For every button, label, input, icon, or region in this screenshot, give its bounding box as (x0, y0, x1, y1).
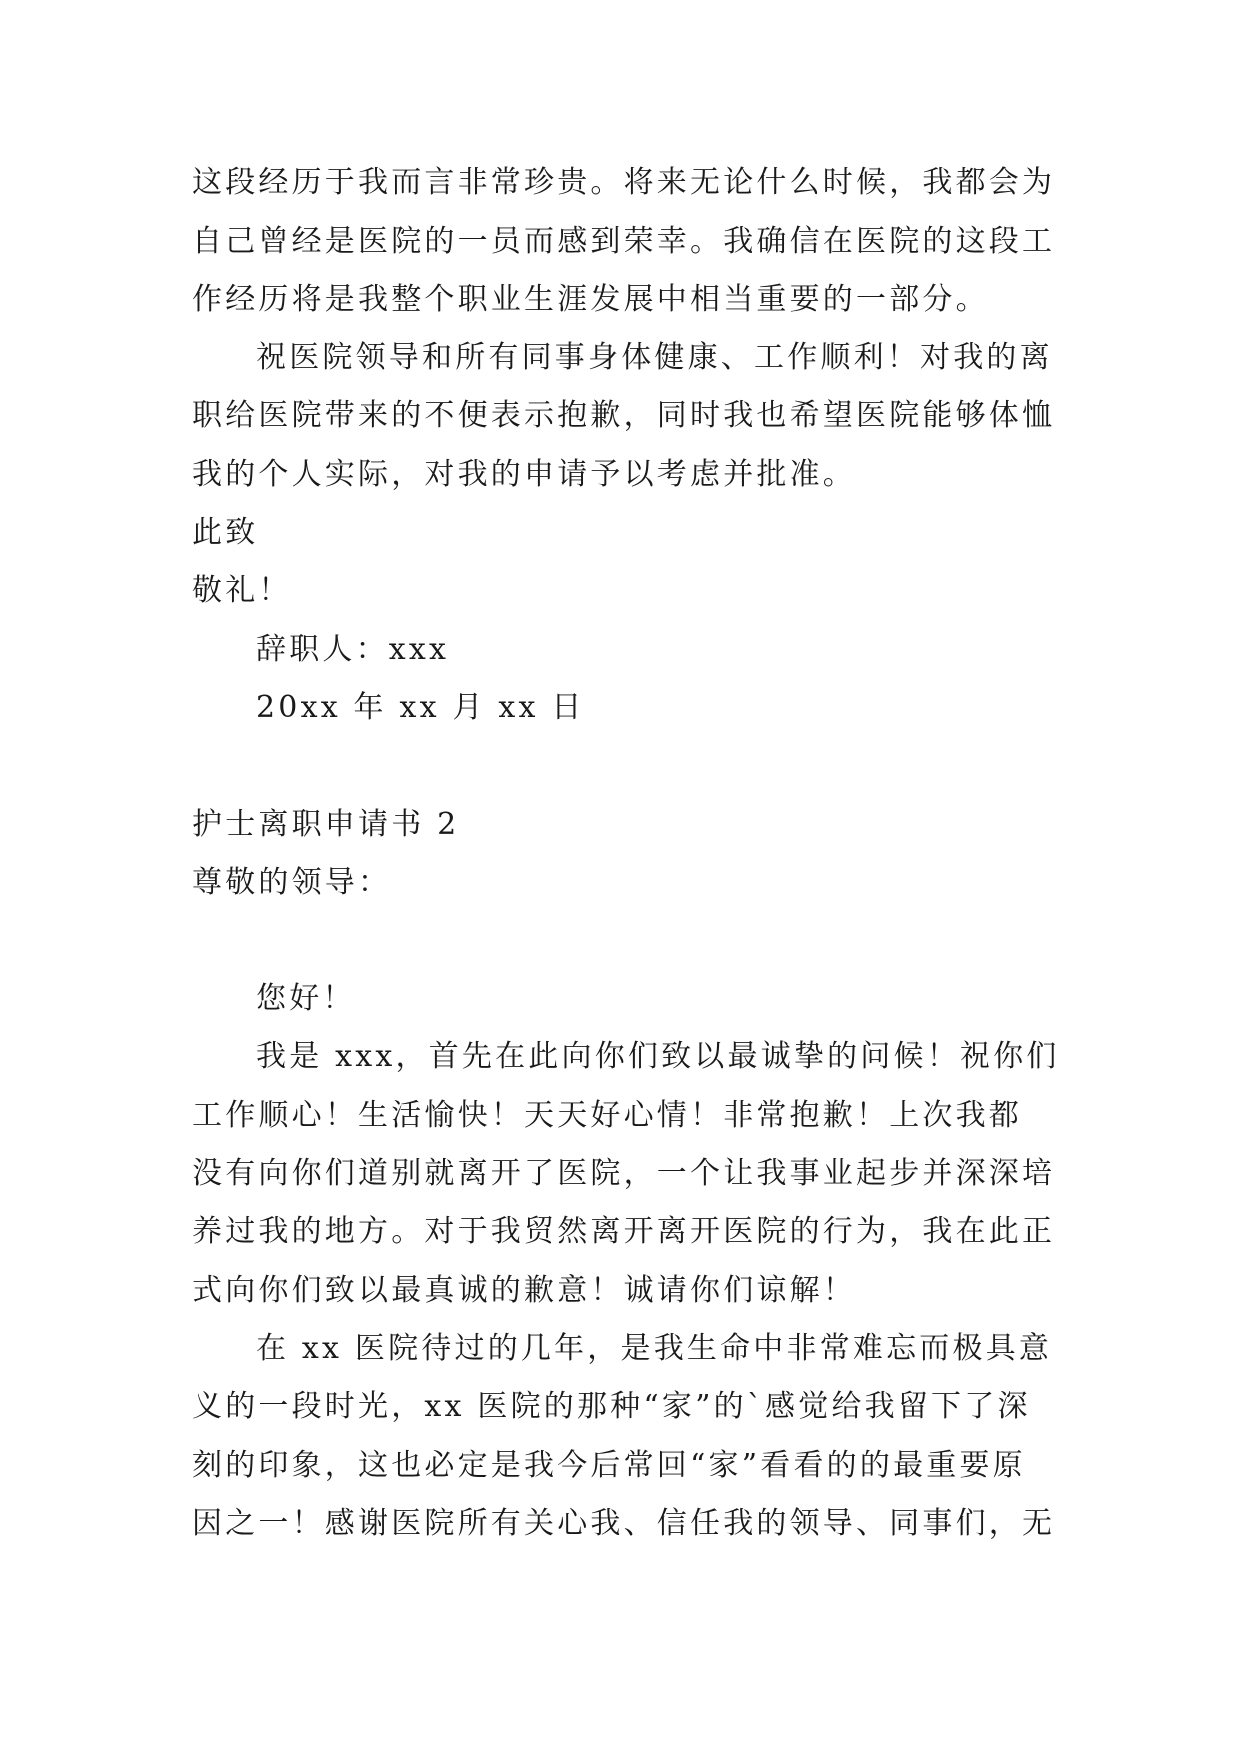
body-line: 我是 xxx，首先在此向你们致以最诚挚的问候！祝你们 (256, 1039, 1060, 1074)
body-line: 式向你们致以最真诚的歉意！诚请你们谅解！ (192, 1273, 856, 1308)
body-line: 我的个人实际，对我的申请予以考虑并批准。 (192, 457, 856, 492)
signature: 辞职人：xxx (256, 632, 450, 667)
body-line: 职给医院带来的不便表示抱歉，同时我也希望医院能够体恤 (192, 398, 1056, 433)
body-line: 祝医院领导和所有同事身体健康、工作顺利！对我的离 (256, 340, 1053, 375)
body-line: 义的一段时光，xx 医院的那种“家”的`感觉给我留下了深 (192, 1389, 1031, 1424)
body-line: 因之一！感谢医院所有关心我、信任我的领导、同事们，无 (192, 1506, 1056, 1541)
closing-salute: 敬礼！ (192, 573, 292, 608)
body-line: 养过我的地方。对于我贸然离开离开医院的行为，我在此正 (192, 1214, 1056, 1249)
greeting: 您好！ (256, 981, 356, 1016)
body-line: 在 xx 医院待过的几年，是我生命中非常难忘而极具意 (256, 1331, 1053, 1366)
body-line: 刻的印象，这也必定是我今后常回“家”看看的的最重要原 (192, 1448, 1026, 1483)
closing-phrase: 此致 (192, 515, 259, 550)
body-line: 没有向你们道别就离开了医院，一个让我事业起步并深深培 (192, 1156, 1056, 1191)
section-title: 护士离职申请书 2 (192, 807, 460, 842)
body-line: 这段经历于我而言非常珍贵。将来无论什么时候，我都会为 (192, 165, 1056, 200)
body-line: 自己曾经是医院的一员而感到荣幸。我确信在医院的这段工 (192, 224, 1056, 259)
date: 20xx 年 xx 月 xx 日 (256, 690, 585, 725)
body-line: 作经历将是我整个职业生涯发展中相当重要的一部分。 (192, 282, 989, 317)
salutation: 尊敬的领导： (192, 865, 392, 900)
body-line: 工作顺心！生活愉快！天天好心情！非常抱歉！上次我都 (192, 1098, 1022, 1133)
